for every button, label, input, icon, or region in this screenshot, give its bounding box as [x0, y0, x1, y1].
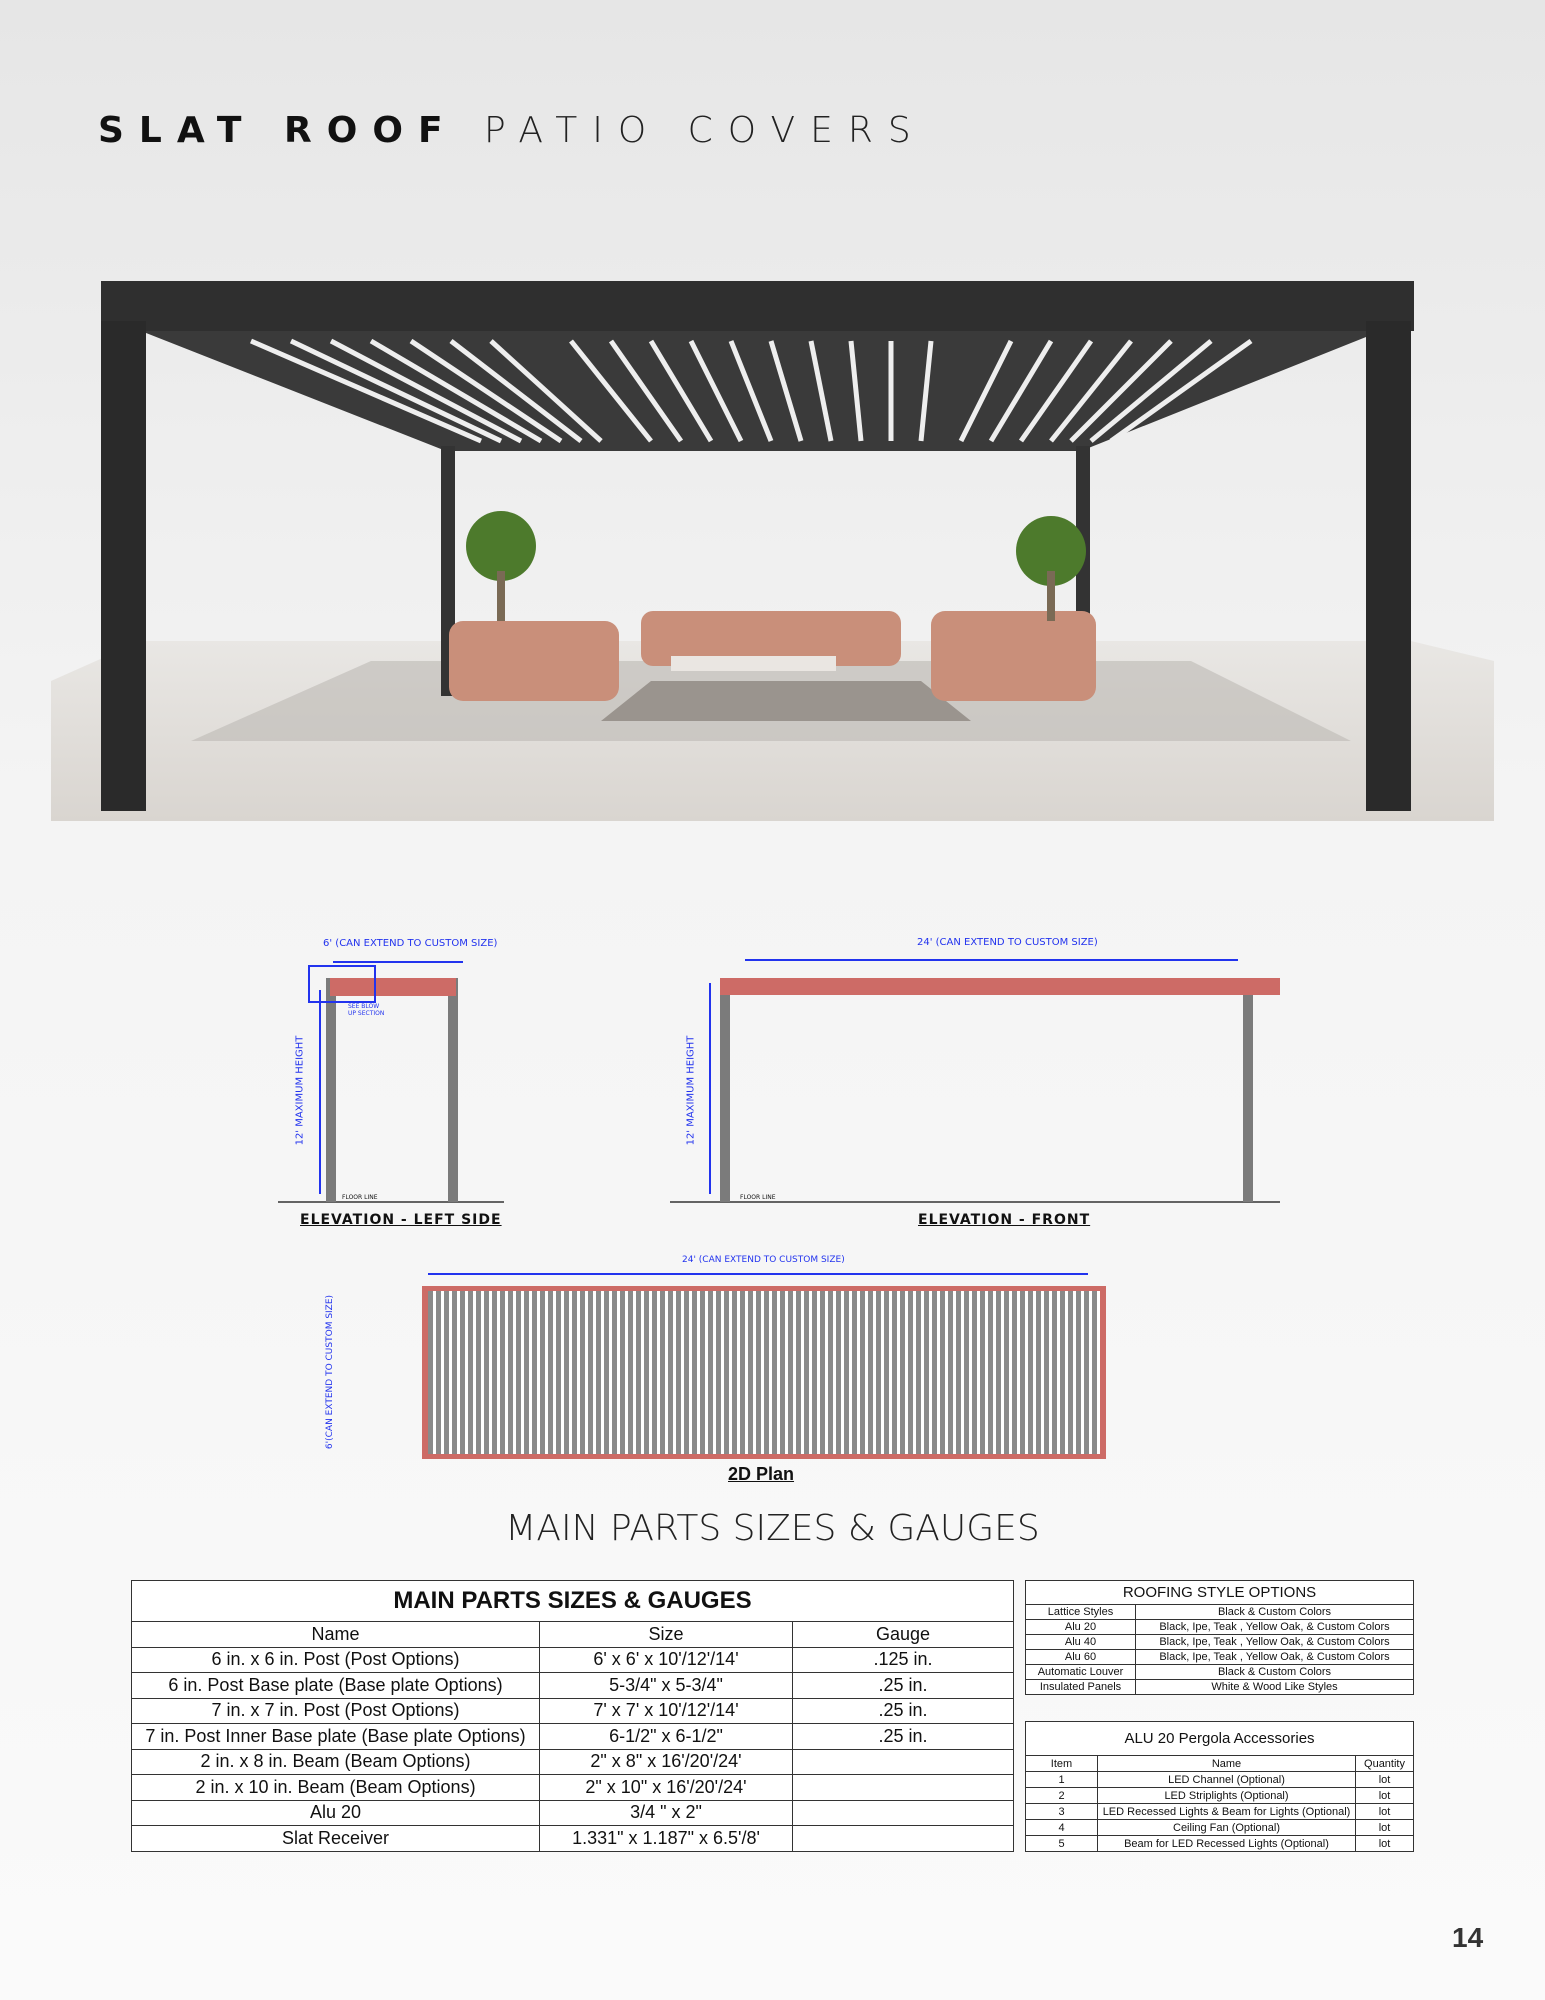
- table-cell: 1: [1026, 1772, 1098, 1788]
- table-cell: lot: [1356, 1788, 1414, 1804]
- table-cell: Beam for LED Recessed Lights (Optional): [1098, 1836, 1356, 1852]
- table-cell: Black, Ipe, Teak , Yellow Oak, & Custom Colors: [1136, 1620, 1414, 1635]
- table-cell: Black & Custom Colors: [1136, 1605, 1414, 1620]
- table-cell: Alu 20: [1026, 1620, 1136, 1635]
- table-cell: 2: [1026, 1788, 1098, 1804]
- elevation-front-drawing: [670, 938, 1280, 1228]
- accessories-table: [1025, 1721, 1414, 1852]
- plan-caption: 2D Plan: [728, 1464, 795, 1484]
- plan-width-label: 24' (CAN EXTEND TO CUSTOM SIZE): [682, 1255, 845, 1265]
- table-cell: .25 in.: [793, 1698, 1014, 1724]
- table-cell: 5: [1026, 1836, 1098, 1852]
- table-cell: White & Wood Like Styles: [1136, 1680, 1414, 1695]
- table-cell: Alu 60: [1026, 1650, 1136, 1665]
- elevation-left-caption: ELEVATION - LEFT SIDE: [300, 1212, 502, 1228]
- page-number: 14: [1452, 1922, 1484, 1953]
- roofing-style-table: [1025, 1580, 1414, 1695]
- table-cell: Slat Receiver: [132, 1826, 540, 1852]
- table-cell: 5-3/4" x 5-3/4": [540, 1673, 793, 1699]
- table-row: [1026, 1836, 1414, 1852]
- table-row: [1026, 1665, 1414, 1680]
- table-row: [132, 1826, 1014, 1852]
- table-cell: 6 in. x 6 in. Post (Post Options): [132, 1647, 540, 1673]
- table-cell: .25 in.: [793, 1724, 1014, 1750]
- title-light: PATIO COVERS: [484, 110, 926, 151]
- table-cell: Insulated Panels: [1026, 1680, 1136, 1695]
- table-row: [1026, 1820, 1414, 1836]
- table-cell: 2 in. x 8 in. Beam (Beam Options): [132, 1749, 540, 1775]
- table-cell: Black & Custom Colors: [1136, 1665, 1414, 1680]
- table-cell: [793, 1775, 1014, 1801]
- header-size: Size: [540, 1622, 793, 1648]
- front-floor-label: FLOOR LINE: [740, 1194, 776, 1201]
- table-cell: [793, 1749, 1014, 1775]
- table-cell: 6-1/2" x 6-1/2": [540, 1724, 793, 1750]
- table-cell: lot: [1356, 1772, 1414, 1788]
- table-cell: 3: [1026, 1804, 1098, 1820]
- header-name: Name: [1098, 1756, 1356, 1772]
- left-floor-label: FLOOR LINE: [342, 1194, 378, 1201]
- table-cell: 2 in. x 10 in. Beam (Beam Options): [132, 1775, 540, 1801]
- elevation-left-drawing: [278, 938, 504, 1228]
- table-cell: 4: [1026, 1820, 1098, 1836]
- table-cell: lot: [1356, 1836, 1414, 1852]
- table-title: ALU 20 Pergola Accessories: [1026, 1722, 1414, 1756]
- table-row: [1026, 1650, 1414, 1665]
- table-cell: 7 in. x 7 in. Post (Post Options): [132, 1698, 540, 1724]
- table-row: [132, 1673, 1014, 1699]
- table-cell: 3/4 " x 2": [540, 1800, 793, 1826]
- table-cell: .125 in.: [793, 1647, 1014, 1673]
- left-height-label: 12' MAXIMUM HEIGHT: [294, 1035, 306, 1146]
- table-cell: Black, Ipe, Teak , Yellow Oak, & Custom Colors: [1136, 1650, 1414, 1665]
- main-parts-table: [131, 1580, 1014, 1852]
- table-cell: Automatic Louver: [1026, 1665, 1136, 1680]
- table-row: [1026, 1804, 1414, 1820]
- page-title: [98, 110, 926, 151]
- table-cell: [793, 1800, 1014, 1826]
- table-cell: 1.331" x 1.187" x 6.5'/8': [540, 1826, 793, 1852]
- plan-height-label: 6'(CAN EXTEND TO CUSTOM SIZE): [325, 1294, 335, 1450]
- front-height-label: 12' MAXIMUM HEIGHT: [685, 1035, 697, 1146]
- table-cell: 7' x 7' x 10'/12'/14': [540, 1698, 793, 1724]
- table-cell: Black, Ipe, Teak , Yellow Oak, & Custom Colors: [1136, 1635, 1414, 1650]
- title-bold: SLAT ROOF: [98, 110, 458, 151]
- table-cell: LED Channel (Optional): [1098, 1772, 1356, 1788]
- table-cell: LED Recessed Lights & Beam for Lights (Optional): [1098, 1804, 1356, 1820]
- table-cell: 2" x 10" x 16'/20'/24': [540, 1775, 793, 1801]
- section-heading: MAIN PARTS SIZES & GAUGES: [505, 1508, 1040, 1549]
- table-title: ROOFING STYLE OPTIONS: [1026, 1581, 1414, 1605]
- header-name: Name: [132, 1622, 540, 1648]
- table-row: [1026, 1620, 1414, 1635]
- table-row: [132, 1749, 1014, 1775]
- table-row: [132, 1647, 1014, 1673]
- table-cell: 6' x 6' x 10'/12'/14': [540, 1647, 793, 1673]
- front-width-label: 24' (CAN EXTEND TO CUSTOM SIZE): [917, 937, 1098, 948]
- table-cell: 7 in. Post Inner Base plate (Base plate Options): [132, 1724, 540, 1750]
- blowup-label: SEE BLOW UP SECTION: [348, 1003, 385, 1017]
- pergola-render-image: [51, 281, 1494, 829]
- table-row: [1026, 1680, 1414, 1695]
- header-quantity: Quantity: [1356, 1756, 1414, 1772]
- table-cell: Alu 20: [132, 1800, 540, 1826]
- plan-drawing: [396, 1254, 1116, 1469]
- table-row: [132, 1775, 1014, 1801]
- table-cell: Alu 40: [1026, 1635, 1136, 1650]
- table-row: [1026, 1605, 1414, 1620]
- left-width-label: 6' (CAN EXTEND TO CUSTOM SIZE): [323, 938, 498, 949]
- table-cell: lot: [1356, 1820, 1414, 1836]
- table-cell: Lattice Styles: [1026, 1605, 1136, 1620]
- table-cell: 6 in. Post Base plate (Base plate Options): [132, 1673, 540, 1699]
- table-row: [1026, 1788, 1414, 1804]
- header-gauge: Gauge: [793, 1622, 1014, 1648]
- table-cell: [793, 1826, 1014, 1852]
- table-title: MAIN PARTS SIZES & GAUGES: [132, 1581, 1014, 1622]
- table-cell: LED Striplights (Optional): [1098, 1788, 1356, 1804]
- table-row: [132, 1724, 1014, 1750]
- table-row: [1026, 1772, 1414, 1788]
- table-cell: Ceiling Fan (Optional): [1098, 1820, 1356, 1836]
- table-cell: 2" x 8" x 16'/20'/24': [540, 1749, 793, 1775]
- header-item: Item: [1026, 1756, 1098, 1772]
- table-row: [132, 1698, 1014, 1724]
- table-cell: .25 in.: [793, 1673, 1014, 1699]
- table-row: [1026, 1635, 1414, 1650]
- table-cell: lot: [1356, 1804, 1414, 1820]
- table-row: [132, 1800, 1014, 1826]
- elevation-front-caption: ELEVATION - FRONT: [918, 1212, 1091, 1228]
